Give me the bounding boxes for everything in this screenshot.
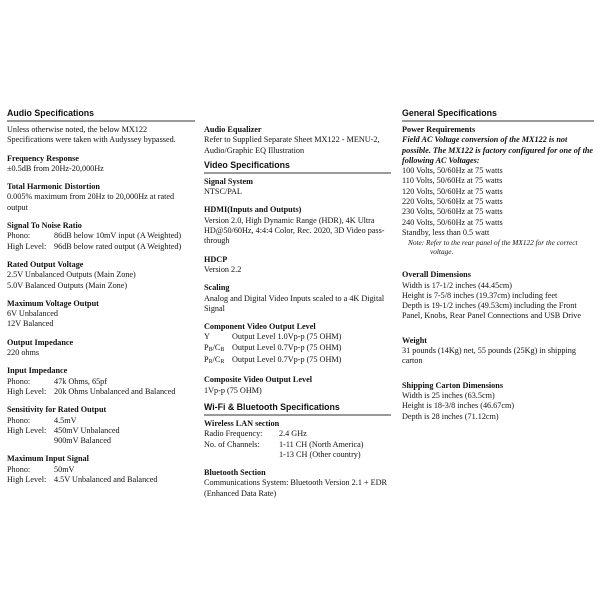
thd-title: Total Harmonic Distortion xyxy=(7,182,100,192)
input-impedance-row: Phono: 47k Ohms, 65pf xyxy=(7,376,107,386)
voltage-line: 100 Volts, 50/60Hz at 75 watts xyxy=(402,166,503,176)
wireless-lan-title: Wireless LAN section xyxy=(204,418,280,428)
sensitivity-row: High Level: 450mV Unbalanced xyxy=(7,425,120,435)
dimension-line: Depth is 19-1/2 inches (49.53cm) including the Front Panel, Knobs, Rear Panel Connections and USB Drive xyxy=(402,301,581,321)
scaling-value: Analog and Digital Video Inputs scaled to a 4K Digital Signal xyxy=(204,293,385,313)
video-wifi-column xyxy=(204,125,391,499)
max-input-row: High Level: 4.5V Unbalanced and Balanced xyxy=(7,475,158,485)
voltage-note-continued: voltage. xyxy=(430,247,454,257)
weight-title: Weight xyxy=(402,335,428,345)
voltage-line: 220 Volts, 50/60Hz at 75 watts xyxy=(402,197,503,207)
voltage-line: 110 Volts, 50/60Hz at 75 watts xyxy=(402,176,503,186)
voltage-line: 120 Volts, 50/60Hz at 75 watts xyxy=(402,186,503,196)
audio-specifications-column xyxy=(7,108,195,485)
wifi-bluetooth-heading: Wi-Fi & Bluetooth Specifications xyxy=(204,402,391,416)
component-video-row: PB/CB Output Level 0.7Vp-p (75 OHM) xyxy=(204,342,342,353)
audio-equalizer-value: Refer to Supplied Separate Sheet MX122 - MENU-2, Audio/Graphic EQ Illustration xyxy=(204,135,380,155)
rated-output-voltage-title: Rated Output Voltage xyxy=(7,259,84,269)
overall-dimensions-title: Overall Dimensions xyxy=(402,270,471,280)
signal-system-value: NTSC/PAL xyxy=(204,187,242,197)
shipping-carton-title: Shipping Carton Dimensions xyxy=(402,380,504,390)
hdcp-value: Version 2.2 xyxy=(204,264,242,274)
shipping-line: Height is 18-3/8 inches (46.67cm) xyxy=(402,401,515,411)
snr-title: Signal To Noise Ratio xyxy=(7,221,82,231)
max-voltage-line: 12V Balanced xyxy=(7,319,54,329)
rated-output-line: 5.0V Balanced Outputs (Main Zone) xyxy=(7,280,128,290)
dimension-line: Width is 17-1/2 inches (44.45cm) xyxy=(402,280,512,290)
max-voltage-line: 6V Unbalanced xyxy=(7,309,59,319)
composite-video-value: 1Vp-p (75 OHM) xyxy=(204,385,262,395)
power-requirements-title: Power Requirements xyxy=(402,125,476,134)
dimension-line: Height is 7-5/8 inches (19.37cm) including feet xyxy=(402,290,558,300)
voltage-note: Note: Refer to the rear panel of the MX122 for the correct xyxy=(408,238,578,248)
general-specifications-heading: General Specifications xyxy=(402,108,594,122)
signal-system-title: Signal System xyxy=(204,176,253,186)
component-video-row: Y Output Level 1.0Vp-p (75 OHM) xyxy=(204,332,342,342)
rated-output-line: 2.5V Unbalanced Outputs (Main Zone) xyxy=(7,270,136,280)
frequency-response-value: ±0.5dB from 20Hz-20,000Hz xyxy=(7,163,104,173)
wlan-row: No. of Channels: 1-11 CH (North America) xyxy=(204,439,364,449)
voltage-line: 240 Volts, 50/60Hz at 75 watts xyxy=(402,217,503,227)
bluetooth-section-title: Bluetooth Section xyxy=(204,468,266,478)
max-voltage-output-title: Maximum Voltage Output xyxy=(7,298,99,308)
general-specifications-column xyxy=(402,108,594,422)
wlan-row: Radio Frequency: 2.4 GHz xyxy=(204,429,307,439)
bluetooth-section-value: Communications System: Bluetooth Version 2.1 + EDR (Enhanced Data Rate) xyxy=(204,478,387,498)
output-impedance-title: Output Impedance xyxy=(7,337,74,347)
sensitivity-row: Phono: 4.5mV xyxy=(7,415,77,425)
shipping-line: Width is 25 inches (63.5cm) xyxy=(402,390,495,400)
output-impedance-value: 220 ohms xyxy=(7,348,40,358)
weight-value: 31 pounds (14Kg) net, 55 pounds (25Kg) in shipping carton xyxy=(402,346,576,366)
max-input-signal-title: Maximum Input Signal xyxy=(7,454,89,464)
hdmi-value: Version 2.0, High Dynamic Range (HDR), 4K Ultra HD@50/60Hz, 4:4:4 Color, Rec. 2020, 3D Video pass-through xyxy=(204,215,385,246)
audio-intro-text: Unless otherwise noted, the below MX122 Specifications were taken with Audyssey bypassed. xyxy=(7,125,176,145)
standby-line: Standby, less than 0.5 watt xyxy=(402,227,490,237)
input-impedance-row: High Level: 20k Ohms Unbalanced and Balanced xyxy=(7,386,176,396)
component-video-row: PR/CR Output Level 0.7Vp-p (75 OHM) xyxy=(204,355,342,366)
wlan-row: 1-13 CH (Other country) xyxy=(279,449,361,459)
audio-equalizer-title: Audio Equalizer xyxy=(204,125,262,134)
hdcp-title: HDCP xyxy=(204,254,228,264)
frequency-response-title: Frequency Response xyxy=(7,153,79,163)
component-video-title: Component Video Output Level xyxy=(204,322,316,332)
input-impedance-title: Input Impedance xyxy=(7,366,68,376)
voltage-line: 230 Volts, 50/60Hz at 75 watts xyxy=(402,207,503,217)
audio-specifications-heading: Audio Specifications xyxy=(7,108,195,122)
max-input-row: Phono: 50mV xyxy=(7,464,75,474)
snr-row: High Level: 96dB below rated output (A Weighted) xyxy=(7,241,182,251)
snr-row: Phono: 86dB below 10mV input (A Weighted) xyxy=(7,231,182,241)
hdmi-title: HDMI(Inputs and Outputs) xyxy=(204,205,302,215)
thd-value: 0.005% maximum from 20Hz to 20,000Hz at rated output xyxy=(7,192,175,212)
composite-video-title: Composite Video Output Level xyxy=(204,375,313,385)
sensitivity-row: 900mV Balanced xyxy=(54,436,111,446)
shipping-line: Depth is 28 inches (71.12cm) xyxy=(402,411,499,421)
scaling-title: Scaling xyxy=(204,283,230,293)
sensitivity-title: Sensitivity for Rated Output xyxy=(7,405,107,415)
video-specifications-heading: Video Specifications xyxy=(204,160,391,174)
power-warning-text: Field AC Voltage conversion of the MX122 is not possible. The MX122 is factory configured for one of the following AC Voltages: xyxy=(402,135,594,165)
